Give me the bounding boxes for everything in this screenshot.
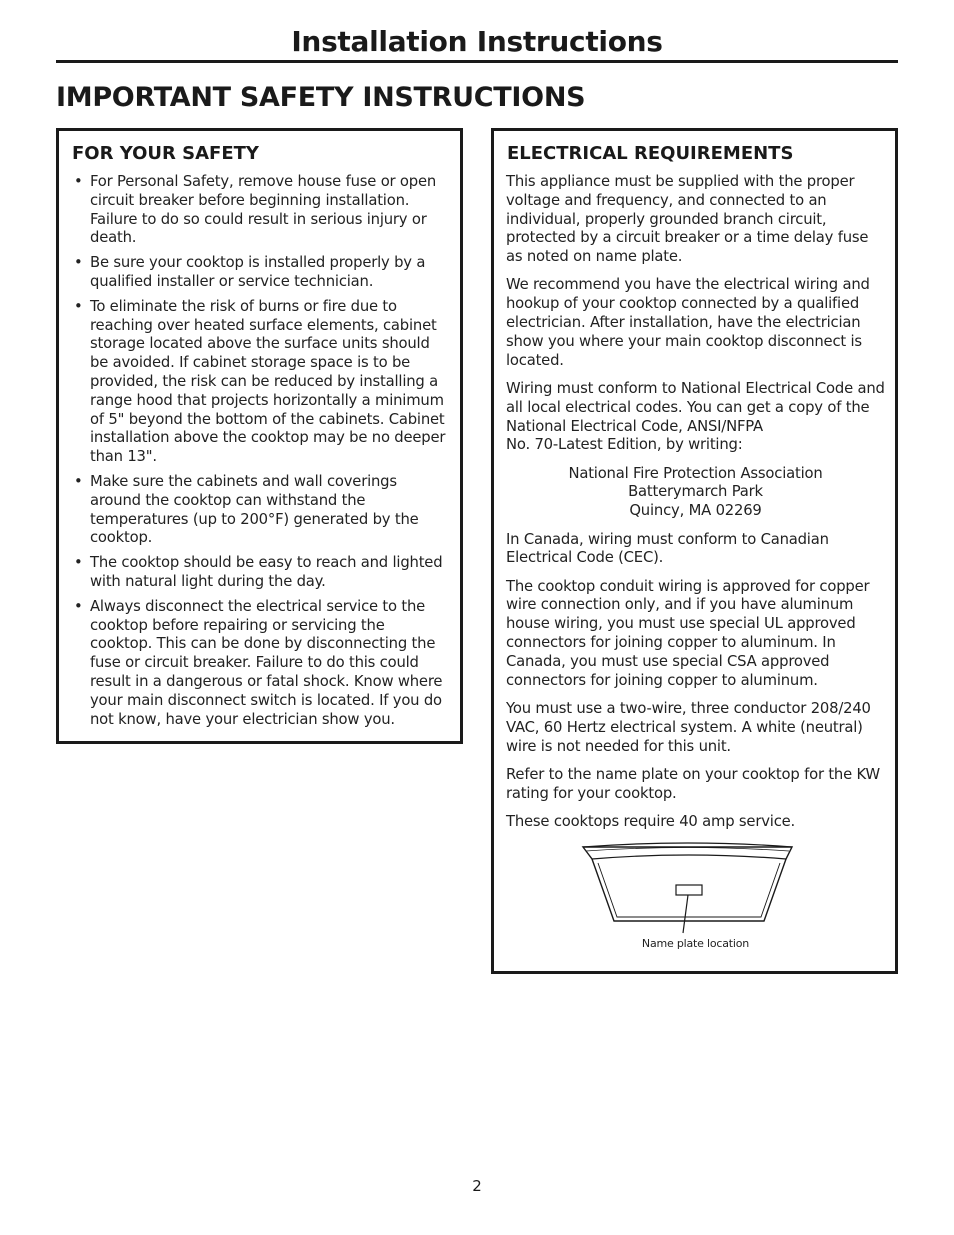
safety-item-text: Be sure your cooktop is installed properly by a qualified installer or service technician.: [90, 254, 426, 290]
safety-item-text: For Personal Safety, remove house fuse or open circuit breaker before beginning installation. Failure to do so could result in serious injury or death.: [90, 173, 437, 247]
electrical-content: [506, 173, 885, 961]
safety-item-text: Always disconnect the electrical service to the cooktop before repairing or servicing the cooktop. This can be done by disconnecting the fuse or circuit breaker. Failure to do this could result in a dangerous or fatal shock. Know where your main disconnect switch is located. If you do not know, have your electrician show you.: [90, 597, 443, 728]
page-number: 2: [472, 1177, 482, 1195]
electrical-paragraph: We recommend you have the electrical wiring and hookup of your cooktop connected by a qualified electrician. After installation, have the electrician show you where your main cooktop disconnect is located.: [506, 276, 870, 369]
safety-box: [56, 128, 463, 744]
safety-item-text: To eliminate the risk of burns or fire due to reaching over heated surface elements, cabinet storage located above the surface units should be avoided. If cabinet storage space is to be provided, the risk can be reduced by installing a range hood that projects horizontally a minimum of 5" beyond the bottom of the cabinets. Cabinet installation above the cooktop may be no deeper than 13".: [90, 297, 446, 466]
electrical-paragraph: You must use a two-wire, three conductor 208/240 VAC, 60 Hertz electrical system. A white (neutral) wire is not needed for this unit.: [506, 699, 871, 755]
bullet-icon: •: [74, 297, 83, 315]
address-line: National Fire Protection Association: [568, 464, 823, 482]
cooktop-underside-icon: [580, 841, 796, 937]
electrical-paragraph: This appliance must be supplied with the proper voltage and frequency, and connected to an individual, properly grounded branch circuit, protected by a circuit breaker or a time delay fuse as noted on name plate.: [506, 173, 869, 266]
safety-list-item: [72, 598, 450, 730]
nfpa-address: [506, 465, 885, 521]
safety-item-text: Make sure the cabinets and wall coverings around the cooktop can withstand the temperatures (up to 200°F) generated by the cooktop.: [90, 472, 419, 547]
safety-list-item: [72, 254, 450, 292]
page-header-title: Installation Instructions: [291, 25, 663, 58]
safety-heading: FOR YOUR SAFETY: [72, 143, 259, 164]
safety-list: [72, 173, 450, 729]
safety-item-text: The cooktop should be easy to reach and lighted with natural light during the day.: [90, 554, 443, 590]
bullet-icon: •: [74, 173, 83, 190]
safety-list-item: [72, 173, 450, 248]
bullet-icon: •: [74, 472, 83, 490]
electrical-paragraph: In Canada, wiring must conform to Canadian Electrical Code (CEC).: [506, 530, 829, 567]
figure-caption: Name plate location: [641, 937, 750, 951]
electrical-paragraph: These cooktops require 40 amp service.: [506, 812, 796, 830]
nec-edition-text: No. 70-Latest Edition, by writing:: [506, 436, 743, 454]
header-divider: [56, 60, 898, 63]
bullet-icon: •: [74, 554, 83, 572]
section-title: IMPORTANT SAFETY INSTRUCTIONS: [56, 82, 586, 113]
electrical-paragraph: Refer to the name plate on your cooktop for the KW rating for your cooktop.: [506, 765, 880, 802]
safety-content: [72, 173, 450, 735]
electrical-paragraph: The cooktop conduit wiring is approved for copper wire connection only, and if you have aluminum house wiring, you must use special UL approved connectors for joining copper to aluminum. In Canada, you must use special CSA approved connectors for joining copper to aluminum.: [506, 577, 870, 689]
electrical-heading: ELECTRICAL REQUIREMENTS: [507, 143, 794, 164]
nec-text: Wiring must conform to National Electrical Code and all local electrical codes. You can get a copy of the National Electrical Code, ANSI/NFPA: [506, 379, 885, 435]
electrical-paragraph: [506, 380, 885, 455]
bullet-icon: •: [74, 597, 83, 615]
address-line: Batterymarch Park: [628, 483, 763, 501]
safety-list-item: [72, 298, 450, 467]
bullet-icon: •: [74, 254, 83, 272]
cooktop-figure: [506, 841, 885, 961]
address-line: Quincy, MA 02269: [629, 502, 762, 520]
safety-list-item: [72, 473, 450, 548]
safety-list-item: [72, 554, 450, 592]
electrical-box: [491, 128, 898, 974]
